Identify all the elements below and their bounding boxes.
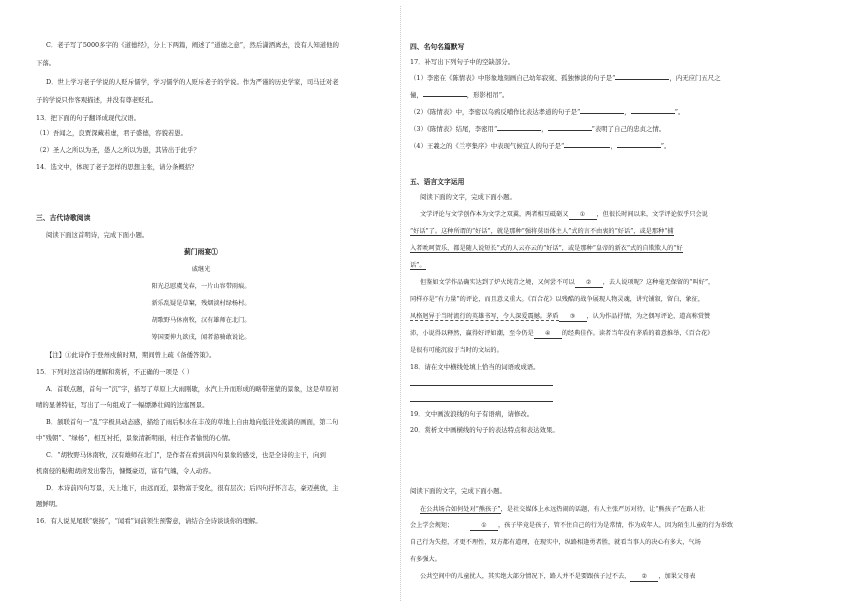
passage1-line3: 入者吮呵贺乐，都是随人说短长”式的人云亦云的“好话”，或是那种“皇帝的新衣”式的自欺欺人的“好 bbox=[410, 245, 683, 252]
passage3-line4: 自己行为失控，才更不理性，双方都有道理，在现实中，纵路相逢勇者胜，就看当事人的决心有多大，气场 bbox=[410, 539, 701, 546]
blank-1[interactable]: ① bbox=[569, 210, 597, 220]
blank-6[interactable]: ② bbox=[630, 572, 658, 582]
q17-blank-3[interactable] bbox=[580, 113, 624, 114]
section-4-title: 四、名句名篇默写 bbox=[410, 43, 465, 51]
q17-blank-5[interactable] bbox=[497, 130, 541, 131]
answer-line-18a[interactable] bbox=[410, 385, 553, 386]
passage1-line4: 话”。 bbox=[410, 262, 426, 269]
q17-item1-line2: 僮， ，形影相吊”。 bbox=[410, 91, 509, 99]
question-18: 18．请在文中横线处填上恰当的词语或成语。 bbox=[410, 363, 540, 371]
passage2-line1: 但鉴如文学作品确实达到了炉火纯青之境，又何尝不可以 ② ，去人说项呢？这种毫无保留的“叫好”， bbox=[420, 279, 715, 286]
question-20: 20．赏析文中画横线的句子的表达特点和表达效果。 bbox=[410, 426, 559, 434]
blank-5[interactable]: ① bbox=[470, 521, 498, 531]
q15-option-d-line1: D．本诗前四句写景，天上地下，由远而近，景物富于变化，很有层次；后四句抒怀言志，豪迈燕放，主 bbox=[46, 484, 339, 492]
question-13: 13．把下面的句子翻译成现代汉语。 bbox=[36, 114, 140, 122]
passage3-line3: ① ，孩子毕竟是孩子，管不住自己的行为是常情，作为成年人，因为陌生儿童的行为举致 bbox=[470, 521, 733, 531]
q12-option-d-line2: 子的学说只作客观描述，并没有尊老贬孔。 bbox=[36, 96, 158, 104]
section-6-intro: 阅读下面的文字，完成下面小题。 bbox=[410, 487, 506, 495]
poem-note: 【注】①此诗作于登州戍蓟时期，期间曾上疏《备倭答策》。 bbox=[46, 351, 216, 359]
column-divider bbox=[400, 6, 401, 601]
passage2-line5: 是很有可能沉寂于当时的文坛的。 bbox=[410, 347, 503, 354]
q17-blank-8[interactable] bbox=[617, 147, 661, 148]
passage1-line1: 文学评论与文学创作本为文学之双翼，两者相互砥砺又 ① ，但很长时间以来，文学评论似乎只会说 bbox=[420, 211, 708, 218]
section-3-intro: 阅读下面这首明诗，完成下面小题。 bbox=[46, 231, 149, 239]
passage2-line2: 同样亦是“有力量”的评论，而且意义重大。《百合花》以残酷的战争展现人物灵魂，讲究铺叙，留白，象征， bbox=[410, 296, 705, 303]
poem-line-2: 新乐乱疑是草窠，残烟淡村绿杨村。 bbox=[151, 300, 251, 307]
section-3-title: 三、古代诗歌阅读 bbox=[36, 214, 91, 222]
blank-2[interactable]: ② bbox=[575, 278, 603, 288]
q17-blank-1[interactable] bbox=[615, 79, 669, 80]
question-15: 15．下列对这首诗的理解和赏析，不正确的一项是（ ） bbox=[36, 368, 194, 376]
q15-option-a-line1: A．首联点题，首句一“沉”字，描写了草原上大雨刚歇，水汽上升而形成的略带迷蒙的景象，这是草原初 bbox=[46, 385, 339, 393]
q12-option-c-line1: C．老子写了5000多字的《道德经》，分上下两篇，阐述了“道德之意”，然后潇洒离去，没有人知道他的 bbox=[46, 41, 339, 49]
poem-line-1: 阳光总慰虞戈春，一片山容带雨痕。 bbox=[151, 283, 251, 290]
q17-blank-6[interactable] bbox=[548, 130, 592, 131]
q17-item3: （3）《陈情表》结尾，李密用“ ， ”表明了自己的忠贞之情。 bbox=[410, 125, 666, 133]
question-19: 19．文中画波浪线的句子有语病，请修改。 bbox=[410, 410, 534, 418]
q17-blank-2[interactable] bbox=[423, 96, 467, 97]
poem-line-4: 筹国要伸九欲戌，闻者游骑敢说论。 bbox=[151, 334, 251, 341]
question-16: 16．有人说见尾联“褒扬”，“闻看”词前领生预警意，请结合全诗谈谈你的理解。 bbox=[36, 517, 262, 525]
question-13-item1: （1）吾闻之，良贾深藏若虚，君子盛德，容貌若愚。 bbox=[36, 129, 188, 137]
answer-line-18b[interactable] bbox=[410, 401, 553, 402]
passage4-line1: 公共空间中的儿童扰人，其实绝大部分情况下，路人并不是要跟孩子过不去， ② ，加果父母表 bbox=[420, 573, 696, 580]
passage3-line2: 会上学会规矩； bbox=[410, 522, 454, 529]
q15-option-d-line2: 题鲜明。 bbox=[36, 500, 62, 508]
passage1-line2: “好话”了。这种所谓的“好话”，就是那种“强将莫语体主人”式的言不由衷的“好话”，或是那种“捕 bbox=[410, 228, 674, 235]
q12-option-c-line2: 下落。 bbox=[36, 59, 56, 67]
question-13-item2: （2）圣人之所以为圣，愚人之所以为愚，其皆出于此乎？ bbox=[36, 146, 200, 154]
q17-item2: （2）《陈情表》中，李密以乌鸦反哺作比表达孝道的句子是“ ， ”。 bbox=[410, 108, 685, 116]
q15-option-a-line2: 晴的显著特征，写出了一句组成了一幅缥渺壮阔的边塞图景。 bbox=[36, 401, 209, 409]
passage2-line4: 沛，小说得以释然，赢得好评如潮，至今仍是 ④ 的经典佳作。读者当年没有茅盾的着意推举，《百合花》 bbox=[410, 330, 714, 337]
q12-option-d-line1: D．世上学习老子学说的人贬斥儒学，学习儒学的人贬斥老子的学说。作为严谨的历史学家，司马迁对老 bbox=[46, 78, 339, 86]
poem-line-3: 胡歌野马休南牧，汉有雄师在北门。 bbox=[151, 317, 251, 324]
poem-title: 蓟门雨宴① bbox=[184, 248, 218, 256]
section-5-title: 五、语言文字运用 bbox=[410, 178, 465, 186]
q17-item1-line1: （1）李密在《陈情表》中形象地刻画自己幼年寂寞、孤独惨淡的句子是“ ，内无应门五尺之 bbox=[410, 74, 721, 82]
blank-4[interactable]: ④ bbox=[534, 329, 562, 339]
q15-option-b-line1: B．颔联首句一“乱”字极具动态感，描绘了雨后积水在丰茂的草地上自由地向低洼处流淌的画面，第二句 bbox=[46, 418, 339, 426]
question-17: 17．补写出下列句子中的空缺部分。 bbox=[410, 58, 514, 66]
q15-option-b-line2: 中“残朝”、“绿杨”，相互衬托，景象清新明丽，村庄作者愉悦的心情。 bbox=[36, 434, 235, 442]
passage3-line5: 有多强大。 bbox=[410, 556, 441, 563]
q15-option-c-line1: C．“胡牧野马休南牧，汉有雄师在北门”，是作者在看到前四句景象的感受，也是全诗的主干，向到 bbox=[46, 451, 326, 459]
poem-author: 戚继光 bbox=[191, 266, 211, 273]
q17-blank-4[interactable] bbox=[631, 113, 675, 114]
q15-option-c-line2: 机南侵的鞑靼胡虏发出警告，慷慨豪迈，富有气魄，令人动容。 bbox=[36, 467, 215, 475]
q17-blank-7[interactable] bbox=[564, 147, 610, 148]
q17-item4: （4）王羲之的《兰亭集序》中表现气候宜人的句子是“ ， ”。 bbox=[410, 142, 671, 150]
blank-3[interactable]: ③ bbox=[559, 312, 587, 322]
question-14: 14．选文中，体现了老子怎样的思想主张，请分条概括？ bbox=[36, 163, 198, 171]
passage2-line3: 风格迥异于当时流行的英雄书写，令人深爱震撼。茅盾 ③ ，认为作品抒情，为之偶写评论，道高称赏赞 bbox=[410, 313, 711, 320]
passage3-line1: 在公共场合如何处对“熊孩子”，是社交媒体上永远热闹的话题，有人主张严厉对待，让“熊孩子”在路人社 bbox=[420, 506, 705, 513]
section-5-intro: 阅读下面的文字，完成下面小题。 bbox=[420, 193, 516, 201]
